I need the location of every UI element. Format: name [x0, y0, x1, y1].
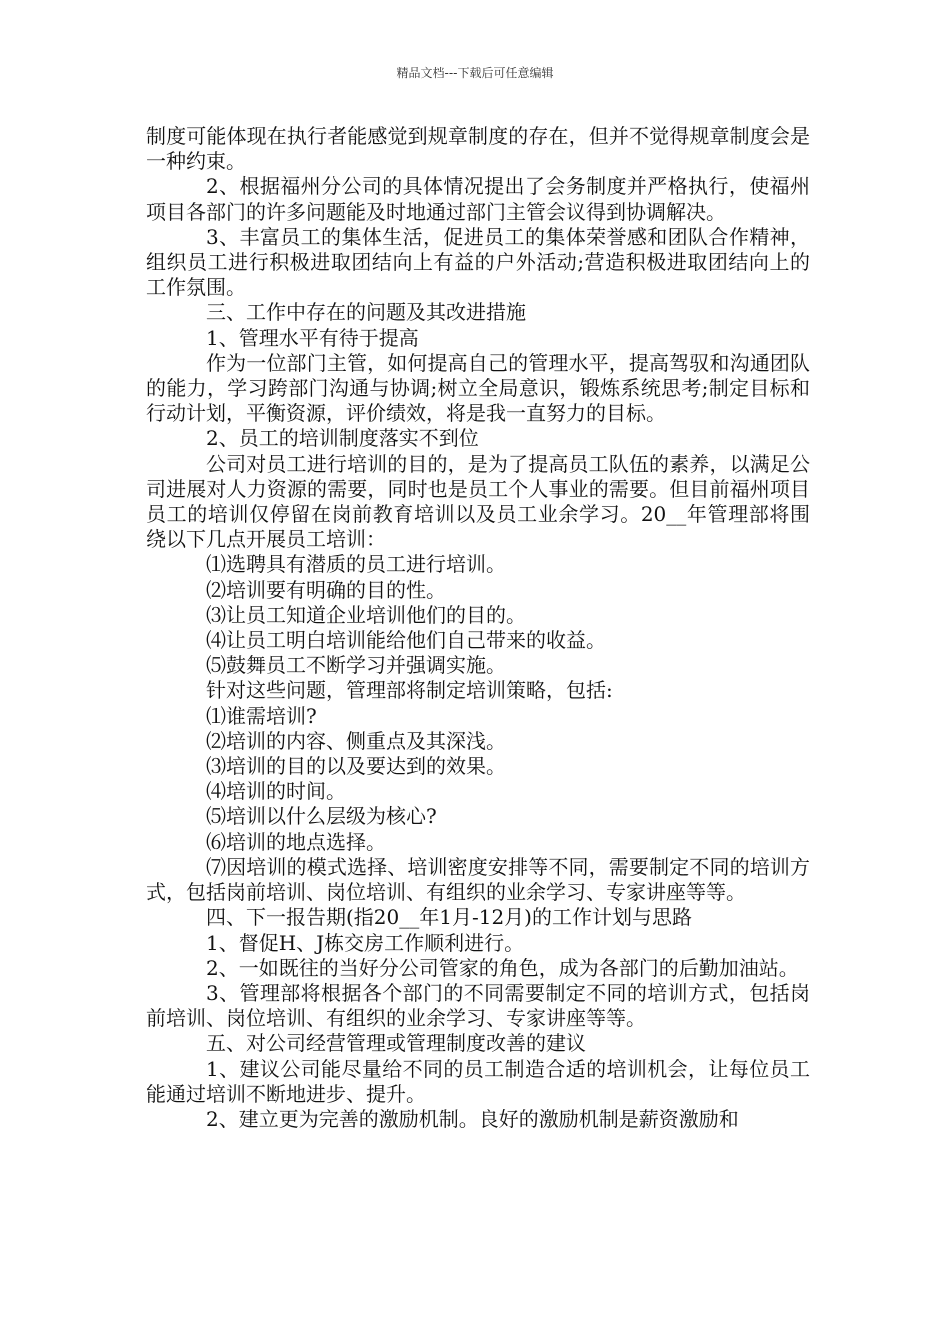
section-heading: 五、对公司经营管理或管理制度改善的建议: [206, 1031, 586, 1056]
paragraph: 作为一位部门主管，如何提高自己的管理水平，提高驾驭和沟通团队的能力，学习跨部门沟通与协调;树立全局意识，锻炼系统思考;制定目标和行动计划，平衡资源，评价绩效，将是我一直努力的目标。: [146, 350, 810, 426]
subsection-heading: 2、员工的培训制度落实不到位: [206, 426, 479, 451]
list-item: 3、管理部将根据各个部门的不同需要制定不同的培训方式，包括岗前培训、岗位培训、有组织的业余学习、专家讲座等等。: [146, 980, 810, 1031]
list-item: 2、一如既往的当好分公司管家的角色，成为各部门的后勤加油站。: [206, 955, 799, 980]
list-item: ⑵培训的内容、侧重点及其深浅。: [206, 728, 506, 753]
subsection-heading: 1、管理水平有待于提高: [206, 325, 419, 350]
list-item: ⑴谁需培训?: [206, 703, 317, 728]
list-item: ⑵培训要有明确的目的性。: [206, 577, 446, 602]
list-item: ⑹培训的地点选择。: [206, 829, 386, 854]
document-body: [146, 124, 810, 1132]
section-heading: 三、工作中存在的问题及其改进措施: [206, 300, 526, 325]
paragraph: 3、丰富员工的集体生活，促进员工的集体荣誉感和团队合作精神，组织员工进行积极进取团结向上有益的户外活动;营造积极进取团结向上的工作氛围。: [146, 224, 810, 300]
list-item: ⑷培训的时间。: [206, 779, 346, 804]
list-item: ⑶让员工知道企业培训他们的目的。: [206, 602, 526, 627]
list-item: ⑷让员工明白培训能给他们自己带来的收益。: [206, 628, 606, 653]
list-item: 1、督促H、J栋交房工作顺利进行。: [206, 930, 525, 955]
page-header: 精品文档---下载后可任意编辑: [396, 66, 554, 80]
section-heading: 四、下一报告期(指20__年1月-12月)的工作计划与思路: [206, 905, 692, 930]
list-item: 2、建立更为完善的激励机制。良好的激励机制是薪资激励和: [206, 1106, 739, 1131]
paragraph: 针对这些问题，管理部将制定培训策略，包括:: [206, 678, 613, 703]
list-item: ⑸鼓舞员工不断学习并强调实施。: [206, 653, 506, 678]
list-item: ⑸培训以什么层级为核心?: [206, 804, 437, 829]
list-item: ⑴选聘具有潜质的员工进行培训。: [206, 552, 506, 577]
paragraph: 制度可能体现在执行者能感觉到规章制度的存在，但并不觉得规章制度会是一种约束。: [146, 124, 810, 174]
list-item: ⑶培训的目的以及要达到的效果。: [206, 754, 506, 779]
paragraph: 2、根据福州分公司的具体情况提出了会务制度并严格执行，使福州项目各部门的许多问题能及时地通过部门主管会议得到协调解决。: [146, 174, 810, 224]
list-item: ⑺因培训的模式选择、培训密度安排等不同，需要制定不同的培训方式，包括岗前培训、岗位培训、有组织的业余学习、专家讲座等等。: [146, 854, 810, 905]
list-item: 1、建议公司能尽量给不同的员工制造合适的培训机会，让每位员工能通过培训不断地进步、提升。: [146, 1056, 810, 1106]
paragraph: 公司对员工进行培训的目的，是为了提高员工队伍的素养，以满足公司进展对人力资源的需要，同时也是员工个人事业的需要。但目前福州项目员工的培训仅停留在岗前教育培训以及员工业余学习。20__年管理部将围绕以下几点开展员工培训：: [146, 451, 810, 552]
